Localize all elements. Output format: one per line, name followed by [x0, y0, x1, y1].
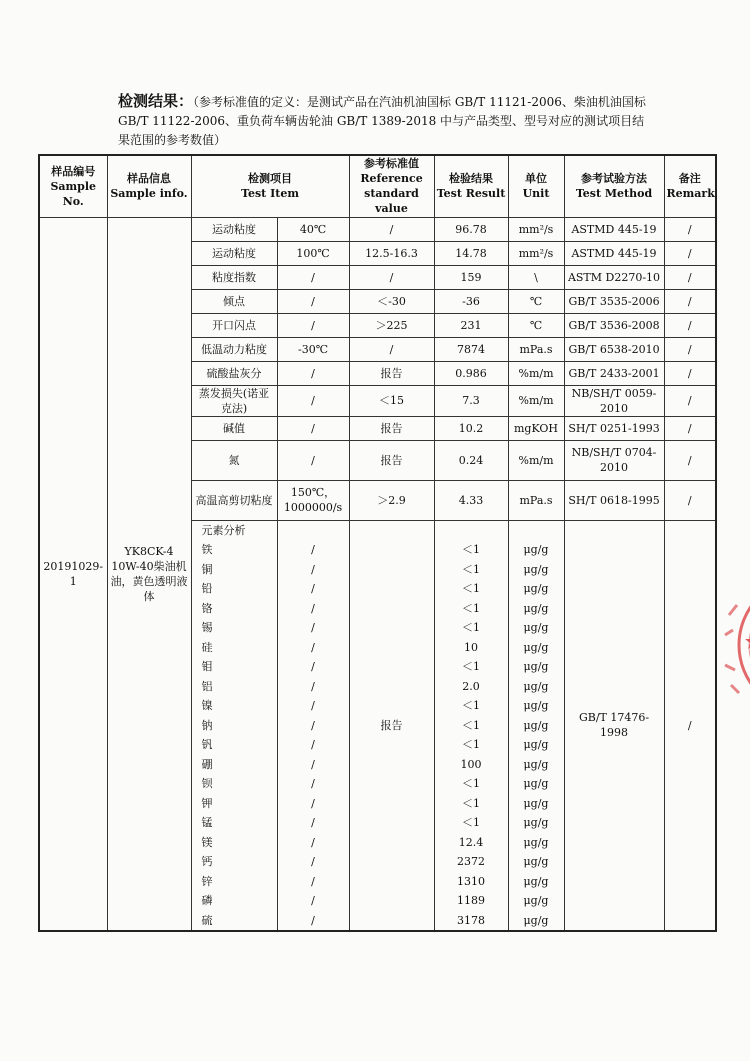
unit: ℃ — [508, 313, 564, 337]
element-result: ＜1 — [462, 582, 481, 595]
element-result: ＜1 — [462, 796, 481, 810]
test-condition: / — [277, 440, 349, 480]
unit: mm²/s — [508, 241, 564, 265]
element-unit: μg/g — [523, 621, 549, 634]
element-unit: μg/g — [523, 913, 549, 927]
element-condition: / — [311, 621, 315, 634]
test-result: 10.2 — [434, 416, 508, 440]
element-condition: / — [311, 796, 315, 810]
remark: / — [664, 313, 716, 337]
element-result-list — [437, 521, 506, 931]
element-name-list — [194, 521, 275, 931]
header-unit: 单位 Unit — [508, 155, 564, 217]
test-item: 碱值 — [191, 416, 277, 440]
reference-value: 12.5-16.3 — [349, 241, 434, 265]
element-name: 铁 — [201, 543, 213, 556]
element-condition: / — [311, 582, 315, 595]
element-result: 2372 — [457, 855, 486, 868]
test-method: GB/T 2433-2001 — [564, 361, 664, 385]
element-name: 钒 — [201, 738, 213, 751]
test-condition: / — [277, 265, 349, 289]
element-condition: / — [311, 699, 315, 712]
unit: ℃ — [508, 289, 564, 313]
element-name: 铜 — [201, 562, 213, 576]
test-result: 159 — [434, 265, 508, 289]
element-result: 2.0 — [462, 679, 480, 693]
test-condition: -30℃ — [277, 337, 349, 361]
element-result: ＜1 — [462, 562, 481, 576]
element-unit: μg/g — [523, 777, 549, 790]
test-condition: / — [277, 313, 349, 337]
test-method: GB/T 3536-2008 — [564, 313, 664, 337]
element-unit: μg/g — [523, 874, 549, 888]
test-method: GB/T 3535-2006 — [564, 289, 664, 313]
element-condition: / — [311, 874, 315, 888]
sample-info-cell — [107, 217, 191, 931]
element-name: 硫 — [201, 913, 213, 927]
element-name: 镍 — [201, 699, 213, 712]
test-method: NB/SH/T 0059-2010 — [564, 385, 664, 416]
unit: %m/m — [508, 440, 564, 480]
element-unit: μg/g — [523, 660, 549, 673]
sample-no-cell — [39, 217, 107, 931]
test-result: 4.33 — [434, 480, 508, 520]
test-result: 231 — [434, 313, 508, 337]
test-item: 氮 — [191, 440, 277, 480]
element-name: 钡 — [201, 777, 213, 790]
test-item: 倾点 — [191, 289, 277, 313]
test-method: NB/SH/T 0704-2010 — [564, 440, 664, 480]
remark: / — [664, 241, 716, 265]
element-condition: / — [311, 816, 315, 829]
element-result: ＜1 — [462, 543, 481, 556]
header-sample-info: 样品信息 Sample info. — [107, 155, 191, 217]
unit: mPa.s — [508, 480, 564, 520]
test-method: GB/T 6538-2010 — [564, 337, 664, 361]
element-name: 铬 — [201, 601, 213, 615]
element-remark: / — [664, 520, 716, 931]
header-reference: 参考标准值 Reference standard value — [349, 155, 434, 217]
element-unit: μg/g — [523, 699, 549, 712]
element-result: 100 — [460, 757, 482, 771]
sample-info-line: YK8 — [124, 544, 147, 558]
element-unit: μg/g — [523, 855, 549, 868]
header-sample-no: 样品编号 Sample No. — [39, 155, 107, 217]
element-unit: μg/g — [523, 582, 549, 595]
element-name: 锡 — [201, 621, 213, 634]
reference-value: ＜15 — [349, 385, 434, 416]
header-remark: 备注 Remark — [664, 155, 716, 217]
test-item: 开口闪点 — [191, 313, 277, 337]
element-result: 12.4 — [458, 835, 484, 849]
test-item: 运动粘度 — [191, 241, 277, 265]
element-condition: / — [311, 601, 315, 615]
element-unit: μg/g — [523, 816, 549, 829]
element-result: ＜1 — [462, 699, 481, 712]
element-condition: / — [311, 835, 315, 849]
test-method: ASTM D2270-10 — [564, 265, 664, 289]
header-result: 检验结果 Test Result — [434, 155, 508, 217]
element-result: ＜1 — [462, 816, 481, 829]
element-condition: / — [311, 562, 315, 576]
remark: / — [664, 217, 716, 241]
remark: / — [664, 361, 716, 385]
results-table — [38, 154, 717, 932]
element-result: ＜1 — [462, 621, 481, 634]
test-result: 0.986 — [434, 361, 508, 385]
red-seal-stamp — [715, 575, 750, 715]
remark: / — [664, 480, 716, 520]
element-name: 钾 — [201, 796, 213, 810]
results-intro — [118, 92, 648, 150]
element-result: ＜1 — [462, 718, 481, 732]
sample-no: 20191029-1 — [43, 559, 104, 588]
element-name: 铝 — [201, 679, 213, 693]
test-item: 运动粘度 — [191, 217, 277, 241]
remark: / — [664, 289, 716, 313]
spacer — [511, 521, 562, 541]
element-condition: / — [311, 777, 315, 790]
element-condition: / — [311, 855, 315, 868]
element-unit: μg/g — [523, 796, 549, 810]
element-result: ＜1 — [462, 601, 481, 615]
test-result: 14.78 — [434, 241, 508, 265]
test-condition: / — [277, 385, 349, 416]
test-condition: 100℃ — [277, 241, 349, 265]
element-name: 钙 — [201, 855, 213, 868]
unit: mPa.s — [508, 337, 564, 361]
reference-value: ＞225 — [349, 313, 434, 337]
element-results-cell — [434, 520, 508, 931]
element-name: 锰 — [201, 816, 213, 829]
reference-value: / — [349, 217, 434, 241]
test-condition: / — [277, 289, 349, 313]
remark: / — [664, 337, 716, 361]
element-reference: 报告 — [349, 520, 434, 931]
element-condition: / — [311, 640, 315, 654]
results-heading: 检测结果： — [118, 92, 194, 110]
spacer — [280, 521, 347, 541]
element-result: 1310 — [457, 874, 486, 888]
element-unit: μg/g — [523, 679, 549, 693]
sample-info-line: CK-4 10W-40 — [111, 544, 174, 573]
element-unit: μg/g — [523, 757, 549, 771]
element-unit: μg/g — [523, 894, 549, 907]
unit: mgKOH — [508, 416, 564, 440]
element-result: 1189 — [457, 894, 486, 907]
test-result: 96.78 — [434, 217, 508, 241]
test-result: 7874 — [434, 337, 508, 361]
element-name: 硼 — [201, 757, 213, 771]
remark: / — [664, 265, 716, 289]
header-method: 参考试验方法 Test Method — [564, 155, 664, 217]
reference-value: ＞2.9 — [349, 480, 434, 520]
element-name: 铅 — [201, 582, 213, 595]
element-name: 锌 — [201, 874, 213, 888]
element-condition: / — [311, 718, 315, 732]
reference-value: ＜-30 — [349, 289, 434, 313]
remark: / — [664, 440, 716, 480]
test-condition: / — [277, 361, 349, 385]
element-unit: μg/g — [523, 543, 549, 556]
element-condition: / — [311, 679, 315, 693]
element-analysis-title: 元素分析 — [201, 523, 246, 537]
element-name: 钼 — [201, 660, 213, 673]
test-method: ASTMD 445-19 — [564, 217, 664, 241]
element-result: ＜1 — [462, 738, 481, 751]
element-condition-list — [280, 521, 347, 931]
test-condition: 150℃，1000000/s — [277, 480, 349, 520]
test-result: 0.24 — [434, 440, 508, 480]
element-name: 磷 — [201, 894, 213, 907]
test-condition: / — [277, 416, 349, 440]
remark: / — [664, 416, 716, 440]
reference-value: 报告 — [349, 361, 434, 385]
test-method: SH/T 0618-1995 — [564, 480, 664, 520]
element-unit: μg/g — [523, 718, 549, 732]
element-result: 3178 — [457, 913, 486, 927]
element-condition: / — [311, 543, 315, 556]
element-unit: μg/g — [523, 562, 549, 576]
element-condition: / — [311, 894, 315, 907]
reference-value: / — [349, 265, 434, 289]
table-header-row — [39, 155, 716, 217]
test-method: ASTMD 445-19 — [564, 241, 664, 265]
element-unit: μg/g — [523, 738, 549, 751]
element-condition: / — [311, 738, 315, 751]
unit: mm²/s — [508, 217, 564, 241]
reference-value: 报告 — [349, 416, 434, 440]
element-unit-list — [511, 521, 562, 931]
element-name: 硅 — [201, 640, 213, 654]
unit: %m/m — [508, 385, 564, 416]
element-unit: μg/g — [523, 640, 549, 654]
test-method: SH/T 0251-1993 — [564, 416, 664, 440]
unit: %m/m — [508, 361, 564, 385]
element-name: 钠 — [201, 718, 213, 732]
test-item: 高温高剪切粘度 — [191, 480, 277, 520]
element-result: ＜1 — [462, 777, 481, 790]
element-name: 镁 — [201, 835, 213, 849]
results-definition: （参考标准值的定义：是测试产品在汽油机油国标 GB/T 11121-2006、柴油机油国标 GB/T 11122-2006、重负荷车辆齿轮油 GB/T 1389-2018 中与产品类型、型号对应的测试项目结果范围的参考数值） — [118, 95, 646, 147]
unit: \ — [508, 265, 564, 289]
element-unit: μg/g — [523, 835, 549, 849]
test-result: 7.3 — [434, 385, 508, 416]
spacer — [437, 521, 506, 541]
reference-value: 报告 — [349, 440, 434, 480]
element-method: GB/T 17476-1998 — [564, 520, 664, 931]
test-item: 蒸发损失(诺亚克法) — [191, 385, 277, 416]
test-item: 硫酸盐灰分 — [191, 361, 277, 385]
element-conditions-cell — [277, 520, 349, 931]
test-item: 粘度指数 — [191, 265, 277, 289]
reference-value: / — [349, 337, 434, 361]
test-condition: 40℃ — [277, 217, 349, 241]
element-unit: μg/g — [523, 601, 549, 615]
element-condition: / — [311, 660, 315, 673]
element-condition: / — [311, 913, 315, 927]
element-units-cell — [508, 520, 564, 931]
test-result: -36 — [434, 289, 508, 313]
element-result: 10 — [464, 640, 479, 654]
remark: / — [664, 385, 716, 416]
header-test-item: 检测项目 Test Item — [191, 155, 349, 217]
sample-info-line: 柴油机油，黄色透明液体 — [110, 559, 188, 603]
table-row — [39, 217, 716, 241]
element-condition: / — [311, 757, 315, 771]
test-item: 低温动力粘度 — [191, 337, 277, 361]
element-result: ＜1 — [462, 660, 481, 673]
element-names-cell — [191, 520, 277, 931]
